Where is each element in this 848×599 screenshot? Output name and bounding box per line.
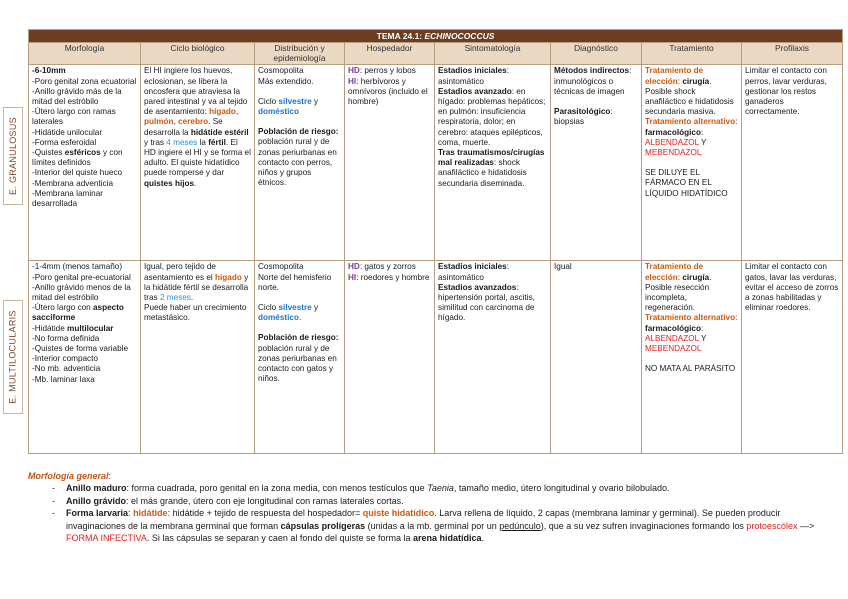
cell-morfologia: -6-10mm -Poro genital zona ecuatorial -Anillo grávido más de la mitad del estróbilo -Útero largo con ramas laterales -Hidátide unilocular -Forma esferoidal -Quistes esféricos y con límites definidos -Interior del quiste hueco -Membrana adventicia -Membrana laminar desarrollada	[29, 65, 141, 261]
header-profilaxis: Profilaxis	[742, 43, 843, 65]
cell-hospedador: HD: gatos y zorros HI: roedores y hombre	[345, 261, 435, 454]
cell-tratamiento: Tratamiento de elección: cirugía. Posible resección incompleta, regeneración. Tratamiento alternativo: farmacológico: ALBENDAZOL Y MEBENDAZOL NO MATA AL PARÁSITO	[642, 261, 742, 454]
header-tratamiento: Tratamiento	[642, 43, 742, 65]
row-label-multilocularis-text: E. MULTILOCULARIS	[8, 310, 19, 404]
table-title: TEMA 24.1: ECHINOCOCCUS	[29, 30, 843, 43]
table-row	[29, 261, 843, 454]
header-diagnostico: Diagnóstico	[551, 43, 642, 65]
header-ciclo: Ciclo biológico	[141, 43, 255, 65]
cell-tratamiento: Tratamiento de elección: cirugía. Posible shock anafiláctico e hidatidosis secundaria masiva. Tratamiento alternativo: farmacológico: ALBENDAZOL Y MEBENDAZOL SE DILUYE EL FÁRMACO EN EL LÍQUIDO HIDATÍDICO	[642, 65, 742, 261]
cell-ciclo: El HI ingiere los huevos, eclosionan, se libera la oncosfera que atraviesa la pared intestinal y va al tejido de asentamiento: hígado, pulmón, cerebro. Se desarrolla la hidátide estéril y tras 4 meses la fértil. El HD ingiere el HI y se forma el adulto. El quiste hidatídico puede romperse y dar quistes hijos.	[141, 65, 255, 261]
cell-ciclo: Igual, pero tejido de asentamiento es el hígado y la hidátide fértil se desarrolla tras 2 meses. Puede haber un crecimiento metastásico.	[141, 261, 255, 454]
cell-profilaxis: Limitar el contacto con gatos, lavar las verduras, evitar el acceso de zorros a zonas habilitadas y eliminar roedores.	[742, 261, 843, 454]
cell-morfologia: -1-4mm (menos tamaño) -Poro genital pre-ecuatorial -Anillo grávido menos de la mitad del estróbilo -Útero largo con aspecto sacciforme -Hidátide multilocular -No forma definida -Quistes de forma variable -Interior compacto -No mb. adventicia -Mb. laminar laxa	[29, 261, 141, 454]
header-sintomatologia: Sintomatología	[435, 43, 551, 65]
cell-sintomatologia: Estadios iniciales: asintomático Estadios avanzados: hipertensión portal, ascitis, similitud con carcinoma de hígado.	[435, 261, 551, 454]
cell-hospedador: HD: perros y lobos HI: herbívoros y omnívoros (incluido el hombre)	[345, 65, 435, 261]
notes-heading: Morfología general:	[28, 471, 112, 481]
row-label-granulosus-text: E. GRANULOSUS	[8, 117, 19, 195]
row-label-multilocularis	[3, 300, 23, 414]
general-morphology-notes	[28, 470, 828, 544]
cell-diagnostico: Igual	[551, 261, 642, 454]
header-distribucion: Distribución y epidemiología	[255, 43, 345, 65]
list-item: - Forma larvaria: hidátide: hidátide + tejido de respuesta del hospedador= quiste hidatídico. Larva rellena de líquido, 2 capas (membrana laminar y germinal). Se pueden producir invaginaciones de la membrana germinal que forman cápsulas prolígeras (unidas a la mb. germinal por un pedúnculo), que a su vez sufren invaginaciones formando los protoescólex —> FORMA INFECTIVA. Si las cápsulas se separan y caen al fondo del quiste se forma la arena hidatídica.	[52, 507, 828, 544]
header-hospedador: Hospedador	[345, 43, 435, 65]
table-row	[29, 65, 843, 261]
header-morfologia: Morfología	[29, 43, 141, 65]
list-item: - Anillo grávido: el más grande, útero con eje longitudinal con ramas laterales cortas.	[52, 495, 828, 507]
cell-distribucion: Cosmopolita Más extendido. Ciclo silvestre y doméstico Población de riesgo: población rural y de zonas periurbanas en contacto con perros, niños y grupos étnicos.	[255, 65, 345, 261]
notes-list	[28, 482, 828, 544]
cell-distribucion: Cosmopolita Norte del hemisferio norte. Ciclo silvestre y doméstico. Población de riesgo: población rural y de zonas periurbanas en contacto con gatos y niños.	[255, 261, 345, 454]
cell-sintomatologia: Estadios iniciales: asintomático Estadios avanzado: en hígado: problemas hepáticos; en pulmón: insuficiencia respiratoria, dolor; en cerebro: ataques epilépticos, coma, muerte. Tras traumatismos/cirugías mal realizadas: shock anafiláctico e hidatidosis secundaria diseminada.	[435, 65, 551, 261]
row-label-granulosus	[3, 107, 23, 205]
cell-diagnostico: Métodos indirectos: inmunológicos o técnicas de imagen Parasitológico: biopsias	[551, 65, 642, 261]
echinococcus-table	[28, 29, 843, 454]
list-item: - Anillo maduro: forma cuadrada, poro genital en la zona media, con menos testículos que Taenia, tamaño medio, útero longitudinal y ovario bilobulado.	[52, 482, 828, 494]
cell-profilaxis: Limitar el contacto con perros, lavar verduras, gestionar los restos ganaderos correctamente.	[742, 65, 843, 261]
